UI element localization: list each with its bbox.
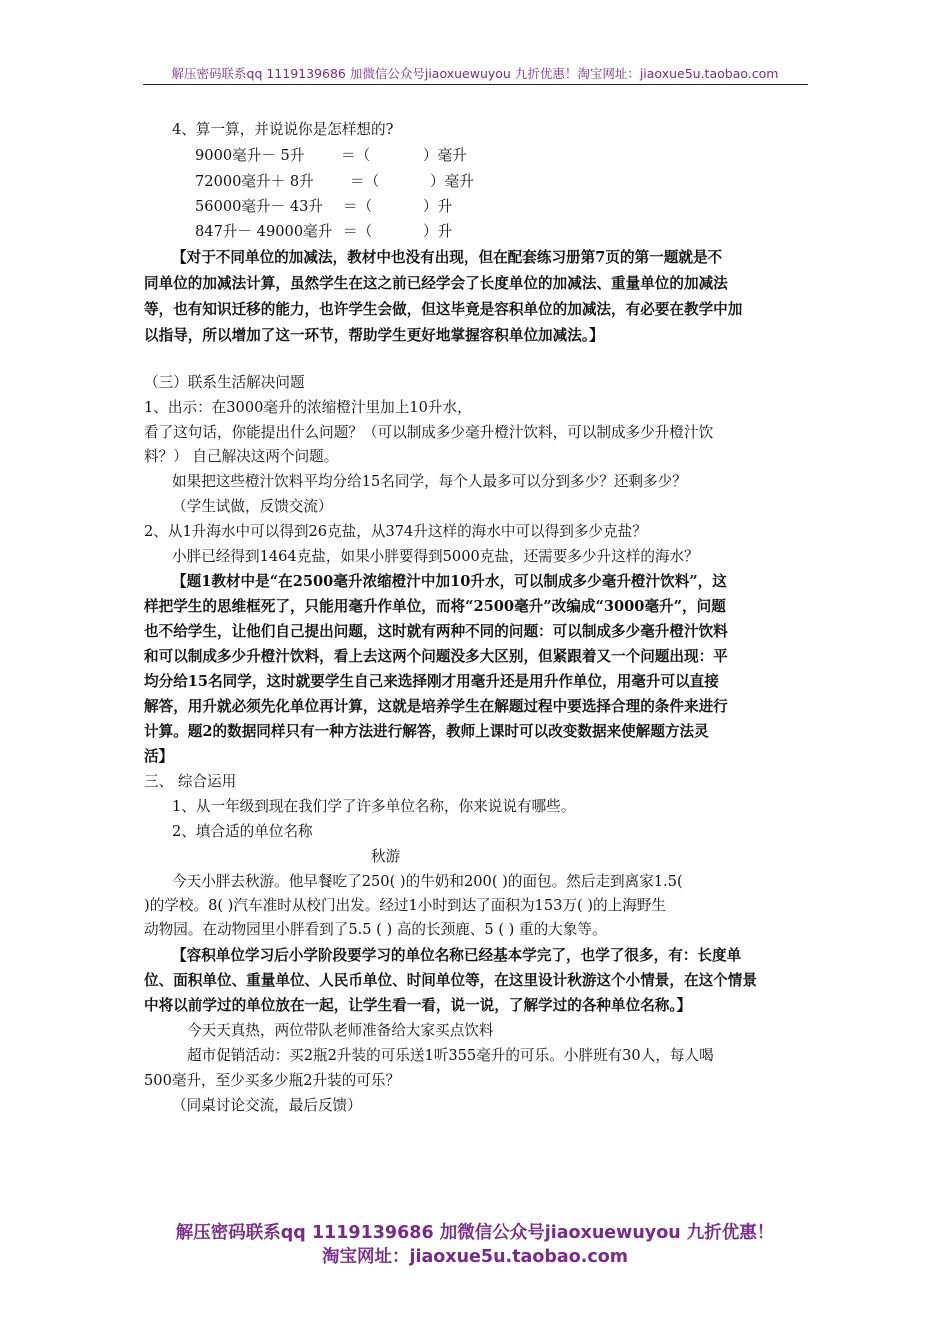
note-line: 样把学生的思维框死了，只能用毫升作单位，而将“2500毫升”改编成“3000毫升”，问题 [144, 598, 726, 615]
calc-expr: 847升－ 49000毫升 [195, 223, 333, 240]
text-line: （同桌讨论交流，最后反馈） [172, 1097, 362, 1114]
page-footer-line1: 解压密码联系qq 1119139686 加微信公众号jiaoxuewuyou 九折优惠！ [175, 1223, 775, 1243]
header-divider [143, 84, 808, 85]
note-line: 也不给学生，让他们自己提出问题，这时就有两种不同的问题：可以制成多少毫升橙汁饮料 [144, 623, 728, 640]
page-footer-line2: 淘宝网址：jiaoxue5u.taobao.com [321, 1247, 629, 1267]
calc-row [195, 146, 304, 166]
text-line: 2、填合适的单位名称 [172, 823, 313, 840]
text-line: 2、从1升海水中可以得到26克盐，从374升这样的海水中可以得到多少克盐？ [144, 523, 647, 540]
text-line: 1、从一年级到现在我们学了许多单位名称，你来说说有哪些。 [172, 798, 576, 815]
text-line: （学生试做，反馈交流） [172, 498, 333, 515]
calc-unit: ）毫升 [423, 147, 467, 164]
text-line: 看了这句话，你能提出什么问题？（可以制成多少毫升橙汁饮料，可以制成多少升橙汁饮 [144, 424, 714, 441]
calc-row [195, 222, 332, 242]
note-line: 【题1教材中是“在2500毫升浓缩橙汁中加10升水，可以制成多少毫升橙汁饮料”，这 [172, 573, 727, 590]
calc-eq: ＝（ [343, 223, 373, 240]
text-line: 1、出示：在3000毫升的浓缩橙汁里加上10升水， [144, 399, 472, 416]
story-line: 今天小胖去秋游。他早餐吃了250( )的牛奶和200( )的面包。然后走到离家1.5( [172, 873, 683, 890]
note-line: 以指导，所以增加了这一环节，帮助学生更好地掌握容积单位加减法。】 [144, 327, 604, 344]
calc-unit: ）毫升 [430, 173, 474, 190]
note-line: 计算。题2的数据同样只有一种方法进行解答，教师上课时可以改变数据来使解题方法灵 [144, 723, 709, 740]
note-line: 同单位的加减法计算，虽然学生在这之前已经学会了长度单位的加减法、重量单位的加减法 [144, 275, 728, 292]
story-title: 秋游 [371, 848, 401, 865]
calc-eq: ＝（ [341, 147, 371, 164]
text-line: 今天天真热，两位带队老师准备给大家买点饮料 [187, 1022, 494, 1039]
note-line: 和可以制成多少升橙汁饮料，看上去这两个问题没多大区别，但紧跟着又一个问题出现：平 [144, 648, 728, 665]
note-line: 中将以前学过的单位放在一起，让学生看一看，说一说，了解学过的各种单位名称。】 [144, 997, 692, 1014]
note-line: 均分给15名同学，这时就要学生自己来选择刚才用毫升还是用升作单位，用毫升可以直接 [144, 673, 719, 690]
section-heading: 三、 综合运用 [144, 773, 237, 790]
calc-expr: 56000毫升－ 43升 [195, 198, 324, 215]
text-line: 小胖已经得到1464克盐，如果小胖要得到5000克盐，还需要多少升这样的海水？ [172, 548, 699, 565]
text-line: 500毫升，至少买多少瓶2升装的可乐？ [144, 1072, 401, 1089]
calc-row [195, 197, 323, 217]
text-line: 超市促销活动：买2瓶2升装的可乐送1听355毫升的可乐。小胖班有30人，每人喝 [187, 1047, 714, 1064]
note-line: 等，也有知识迁移的能力，也许学生会做，但这毕竟是容积单位的加减法，有必要在教学中加 [144, 301, 743, 318]
section4-title: 4、算一算，并说说你是怎样想的? [172, 121, 394, 138]
calc-expr: 9000毫升－ 5升 [195, 147, 305, 164]
note-line: 【对于不同单位的加减法，教材中也没有出现，但在配套练习册第7页的第一题就是不 [172, 249, 723, 266]
calc-unit: ）升 [423, 223, 453, 240]
note-line: 活】 [144, 748, 174, 765]
calc-eq: ＝（ [350, 173, 380, 190]
note-line: 解答，用升就必须先化单位再计算，这就是培养学生在解题过程中要选择合理的条件来进行 [144, 698, 728, 715]
page-header: 解压密码联系qq 1119139686 加微信公众号jiaoxuewuyou 九折优惠！淘宝网址：jiaoxue5u.taobao.com [171, 66, 779, 81]
calc-expr: 72000毫升＋ 8升 [195, 173, 314, 190]
calc-eq: ＝（ [343, 198, 373, 215]
section-heading: （三）联系生活解决问题 [144, 374, 305, 391]
note-line: 【容积单位学习后小学阶段要学习的单位名称已经基本学完了，也学了很多，有：长度单 [172, 947, 742, 964]
calc-unit: ）升 [423, 198, 453, 215]
story-line: 动物园。在动物园里小胖看到了5.5 ( ) 高的长颈鹿、5 ( ) 重的大象等。 [144, 921, 607, 938]
text-line: 如果把这些橙汁饮料平均分给15名同学，每个人最多可以分到多少？还剩多少？ [172, 473, 687, 490]
story-line: )的学校。8( )汽车准时从校门出发。经过1小时到达了面积为153万( )的上海野生 [144, 897, 666, 914]
note-line: 位、面积单位、重量单位、人民币单位、时间单位等，在这里设计秋游这个小情景，在这个情景 [144, 972, 757, 989]
calc-row [195, 172, 314, 192]
text-line: 料？） 自己解决这两个问题。 [144, 448, 339, 465]
